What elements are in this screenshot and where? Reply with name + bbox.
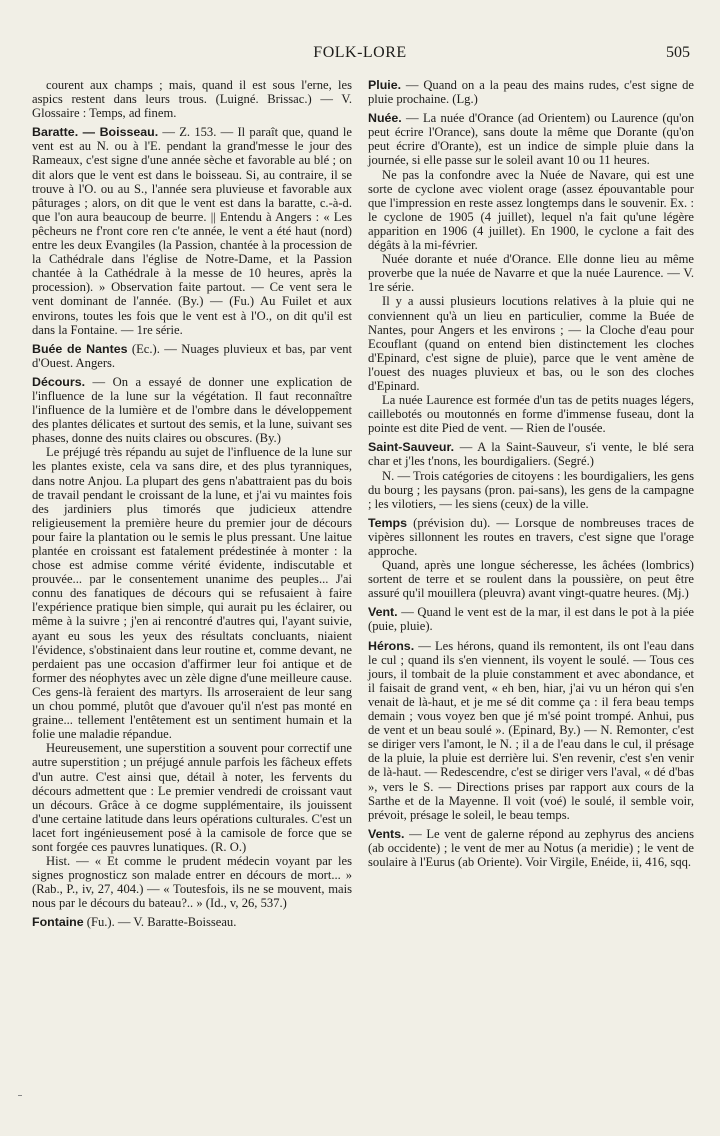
entry-text: La nuée Laurence est formée d'un tas de petits nuages légers, caillebotés ou moutonnés en forme d'immense fuseau, dont la pointe est dite Pied de vent. — Rien de l'ousée. — [368, 393, 694, 436]
entry-text: N. — Trois catégories de citoyens : les bourdigaliers, les gens du bourg ; les paysans (pron. pai-sans), les gens de la campagne ; les vilotiers, — les siens (ceux) de la ville. — [368, 468, 694, 511]
entry-text: — Le vent de galerne répond au zephyrus des anciens (ab occidente) ; le vent de mer au Notus (a meridie) ; le vent de soulaire à l'Eurus (ab Oriente). Voir Virgile, Enéide, ii, 416, sqq. — [368, 826, 694, 869]
paragraph — [32, 854, 352, 910]
entry-headword: Saint-Sauveur. — [368, 440, 455, 455]
paragraph — [368, 469, 694, 511]
paragraph — [368, 168, 694, 253]
entry-headword: Temps — [368, 515, 408, 530]
entry-text: — Les hérons, quand ils remontent, ils ont l'eau dans le cul ; quand ils s'en viennent, ils voyent le soulé. — Tous ces jours, il tombait de la pluie constamment et avec abondance, et il faisait de grand vent, « eh ben, hiar, j'ai vu un héron qui s'en venait de là-haut, et je me sé dit comme ça : il fera beau temps demain ; vous voyez ben que jé m'sé point trompé. Anhui, pus de vent et un beau soulé ». (Epinard, By.) — N. Remonter, c'est se diriger vers l'amont, le N. ; il a de l'eau dans le cul, il présage de la pluie, la pluie est derrière lui. S'en revenir, c'est s'en venir de là-haut. — Redescendre, c'est se diriger vers l'aval, « dé d'bas », vers le S. — Directions prises par rapport aux cours de la Sarthe et de la Mayenne. Il voit (voé) le soulé, il semble voir, prévoit, présage le soleil, le beau temps. — [368, 638, 694, 822]
dictionary-entry — [368, 827, 694, 869]
entry-text: — On a essayé de donner une explication de l'influence de la lune sur la végétation. Il faut reconnaître l'influence de la lumière et de l'ombre dans le développement des plantes délicates et surtout des semis, et la lune, suivant ses phases, donne des nuits claires ou obscures. (By.) — [32, 374, 352, 446]
entry-headword: Vents. — [368, 826, 405, 841]
entry-text: — Quand le vent est de la mar, il est dans le pot à la piée (puie, pluie). — [368, 605, 694, 634]
entry-text: — A la Saint-Sauveur, s'i vente, le blé sera char et j'les t'nons, les bourdigaliers. (Segré.) — [368, 440, 694, 469]
dictionary-entry — [368, 516, 694, 558]
paragraph — [368, 252, 694, 294]
page-header — [30, 44, 690, 66]
dictionary-entry — [32, 342, 352, 370]
entry-headword: Baratte. — Boisseau. — [32, 125, 159, 140]
entry-headword: Nuée. — [368, 111, 402, 126]
running-title: FOLK-LORE — [313, 44, 407, 61]
entry-text: Ne pas la confondre avec la Nuée de Navare, qui est une sorte de cyclone avec violent orage (assez épouvantable pour que l'impression en reste assez longtemps dans le souvenir. Ex. : le cyclone de 1905 (4 juillet), lequel n'a fait qu'une légère apparition en 1906 (4 juillet). En 1900, le cyclone a fait des dégâts à la mi-février. — [368, 167, 694, 253]
entry-text: Le préjugé très répandu au sujet de l'influence de la lune sur les plantes existe, cela va sans dire, et des plus tyranniques, dans notre Anjou. La plupart des gens n'abattraient pas du bois de travail pendant le croissant de la lune, et j'ai vu maintes fois des jardiniers plus timorés que judicieux attendre religieusement la première heure du premier jour de décours pour faire la plantation ou le semis le plus pressant. Une laitue plantée en croissant est fatalement prédestinée à monter : la chose est admise comme vérité évidente, indiscutable et prouvée... par le consentement unanime des peuples... J'ai connu des fanatiques de décours qui se refusaient à faire l'expérience pratique bien simple, qui aurait pu les éclairer, ou même à la suivre ; j'en ai rencontré d'autres qui, l'ayant suivie, ayant eu sous les yeux des résultats concluants, niaient l'évidence, s'obstinaient dans leur routine et, comme devant, ne perdaient pas une occasion d'affirmer leur foi antique et de former des néophytes avec un zèle digne d'une meilleure cause. Ces gens-là feraient des martyrs. Ils arroseraient de leur sang un chou pommé, plutôt que d'avouer qu'il n'est pas monté en graine... tellement l'entêtement est un sentiment humain et la folie une maladie répandue. — [32, 445, 352, 742]
dictionary-entry — [32, 125, 352, 336]
entry-text: — Z. 153. — Il paraît que, quand le vent est au N. ou à l'E. pendant la grand'messe le jour des Rameaux, c'est signe d'une année sèche et favorable au blé ; on dit alors que le vent est dans le boisseau. Si, au contraire, il se trouve à l'O. ou au S., l'année sera pluvieuse et favorable aux pâturages ; alors, on dit que le vent est dans la baratte, c.-à-d. que l'on aura beaucoup de beurre. || Entendu à Angers : « Les pêcheurs ne f'ront core ren c'te année, le vent a été haut (nord) entre les deux Evangiles (la Passion, chantée à la procession de la Cathédrale dans l'église de Notre-Dame, et la Passion chantée à la Cathédrale à la messe de 10 heures, après la procession). » Observation faite partout. — Ce vent sera le vent dominant de l'année. (By.) — (Fu.) Au Fuilet et aux environs, toutes les fois que le vent est à l'O., on dit qu'il est dans la Fontaine. — 1re série. — [32, 125, 353, 337]
entry-text: courent aux champs ; mais, quand il est sous l'erne, les aspics restent dans leurs trous. (Luigné. Brissac.) — V. Glossaire : Temps, ad finem. — [32, 78, 352, 121]
dictionary-entry — [368, 111, 694, 167]
entry-headword: Buée de Nantes — [32, 341, 128, 356]
entry-text: Hist. — « Et comme le prudent médecin voyant par les signes prognosticz son malade entrer en décours de mort... » (Rab., P., iv, 27, 404.) — « Toutesfois, ils ne se mouvent, mais nous par le décours du bateau?.. » (Id., v, 26, 537.) — [32, 854, 352, 911]
paragraph — [368, 294, 694, 393]
entry-headword: Hérons. — [368, 638, 415, 653]
dictionary-entry — [368, 605, 694, 633]
paragraph — [32, 445, 352, 741]
entry-text: (prévision du). — Lorsque de nombreuses traces de vipères sillonnent les routes en travers, c'est signe que l'orage approche. — [368, 515, 694, 558]
entry-text: — La nuée d'Orance (ad Orientem) ou Laurence (qu'on peut écrire l'Orance), sans doute la même que Dorante (qu'on peut écrire d'Orante), est un indice de simple pluie dans la journée, si elle passe sur le soleil avant 10 ou 11 heures. — [368, 111, 694, 168]
entry-text: Heureusement, une superstition a souvent pour correctif une autre superstition ; un préjugé annule parfois les fâcheux effets d'un autre. C'est ainsi que, détail à noter, les fervents du décours admettent que : Le premier vendredi de croissant vaut un décours. Grâce à ce dogme supplémentaire, ils jouissent d'une certaine latitude dans leurs opérations culturales. C'est un lacet fort ingénieusement posé à la camisole de force que se sont forgée ces pauvres lunatiques. (R. O.) — [32, 741, 352, 854]
dictionary-entry — [368, 639, 694, 822]
dictionary-entry — [368, 78, 694, 106]
dictionary-entry — [32, 375, 352, 445]
entry-headword: Fontaine — [32, 915, 84, 930]
entry-headword: Décours. — [32, 374, 86, 389]
paragraph — [32, 741, 352, 854]
dictionary-entry — [32, 915, 352, 929]
entry-text: — Quand on a la peau des mains rudes, c'est signe de pluie prochaine. (Lg.) — [368, 78, 694, 107]
entry-text: Nuée dorante et nuée d'Orance. Elle donne lieu au même proverbe que la nuée de Navarre et que la nuée Laurence. — V. 1re série. — [368, 252, 694, 295]
entry-text: (Ec.). — Nuages pluvieux et bas, par vent d'Ouest. Angers. — [32, 341, 352, 370]
right-column — [368, 78, 694, 869]
entry-text: (Fu.). — V. Baratte-Boisseau. — [83, 915, 237, 930]
entry-headword: Pluie. — [368, 78, 402, 92]
dictionary-entry — [368, 440, 694, 468]
entry-headword: Vent. — [368, 605, 398, 620]
entry-text: Il y a aussi plusieurs locutions relatives à la pluie qui ne conviennent qu'à un lieu en particulier, comme la Buée de Nantes, pour Angers et les environs ; — la Cloche d'eau pour Ecouflant (quand on entend bien distinctement les cloches d'Epinard, c'est signe de pluie), parce que le vent amène de l'ouest des nuages pluvieux et bas, ou le son des cloches d'Epinard. — [368, 294, 694, 393]
paragraph — [368, 393, 694, 435]
left-column — [32, 78, 352, 930]
paragraph — [368, 558, 694, 600]
entry-text: Quand, après une longue sécheresse, les âchées (lombrics) sortent de terre et se roulent dans la poussière, on peut être assuré qu'il mouillera (pleuvra) avant vingt-quatre heures. (Mj.) — [368, 558, 694, 601]
margin-mark — [18, 1095, 22, 1096]
paragraph — [32, 78, 352, 120]
page-number: 505 — [666, 44, 690, 61]
